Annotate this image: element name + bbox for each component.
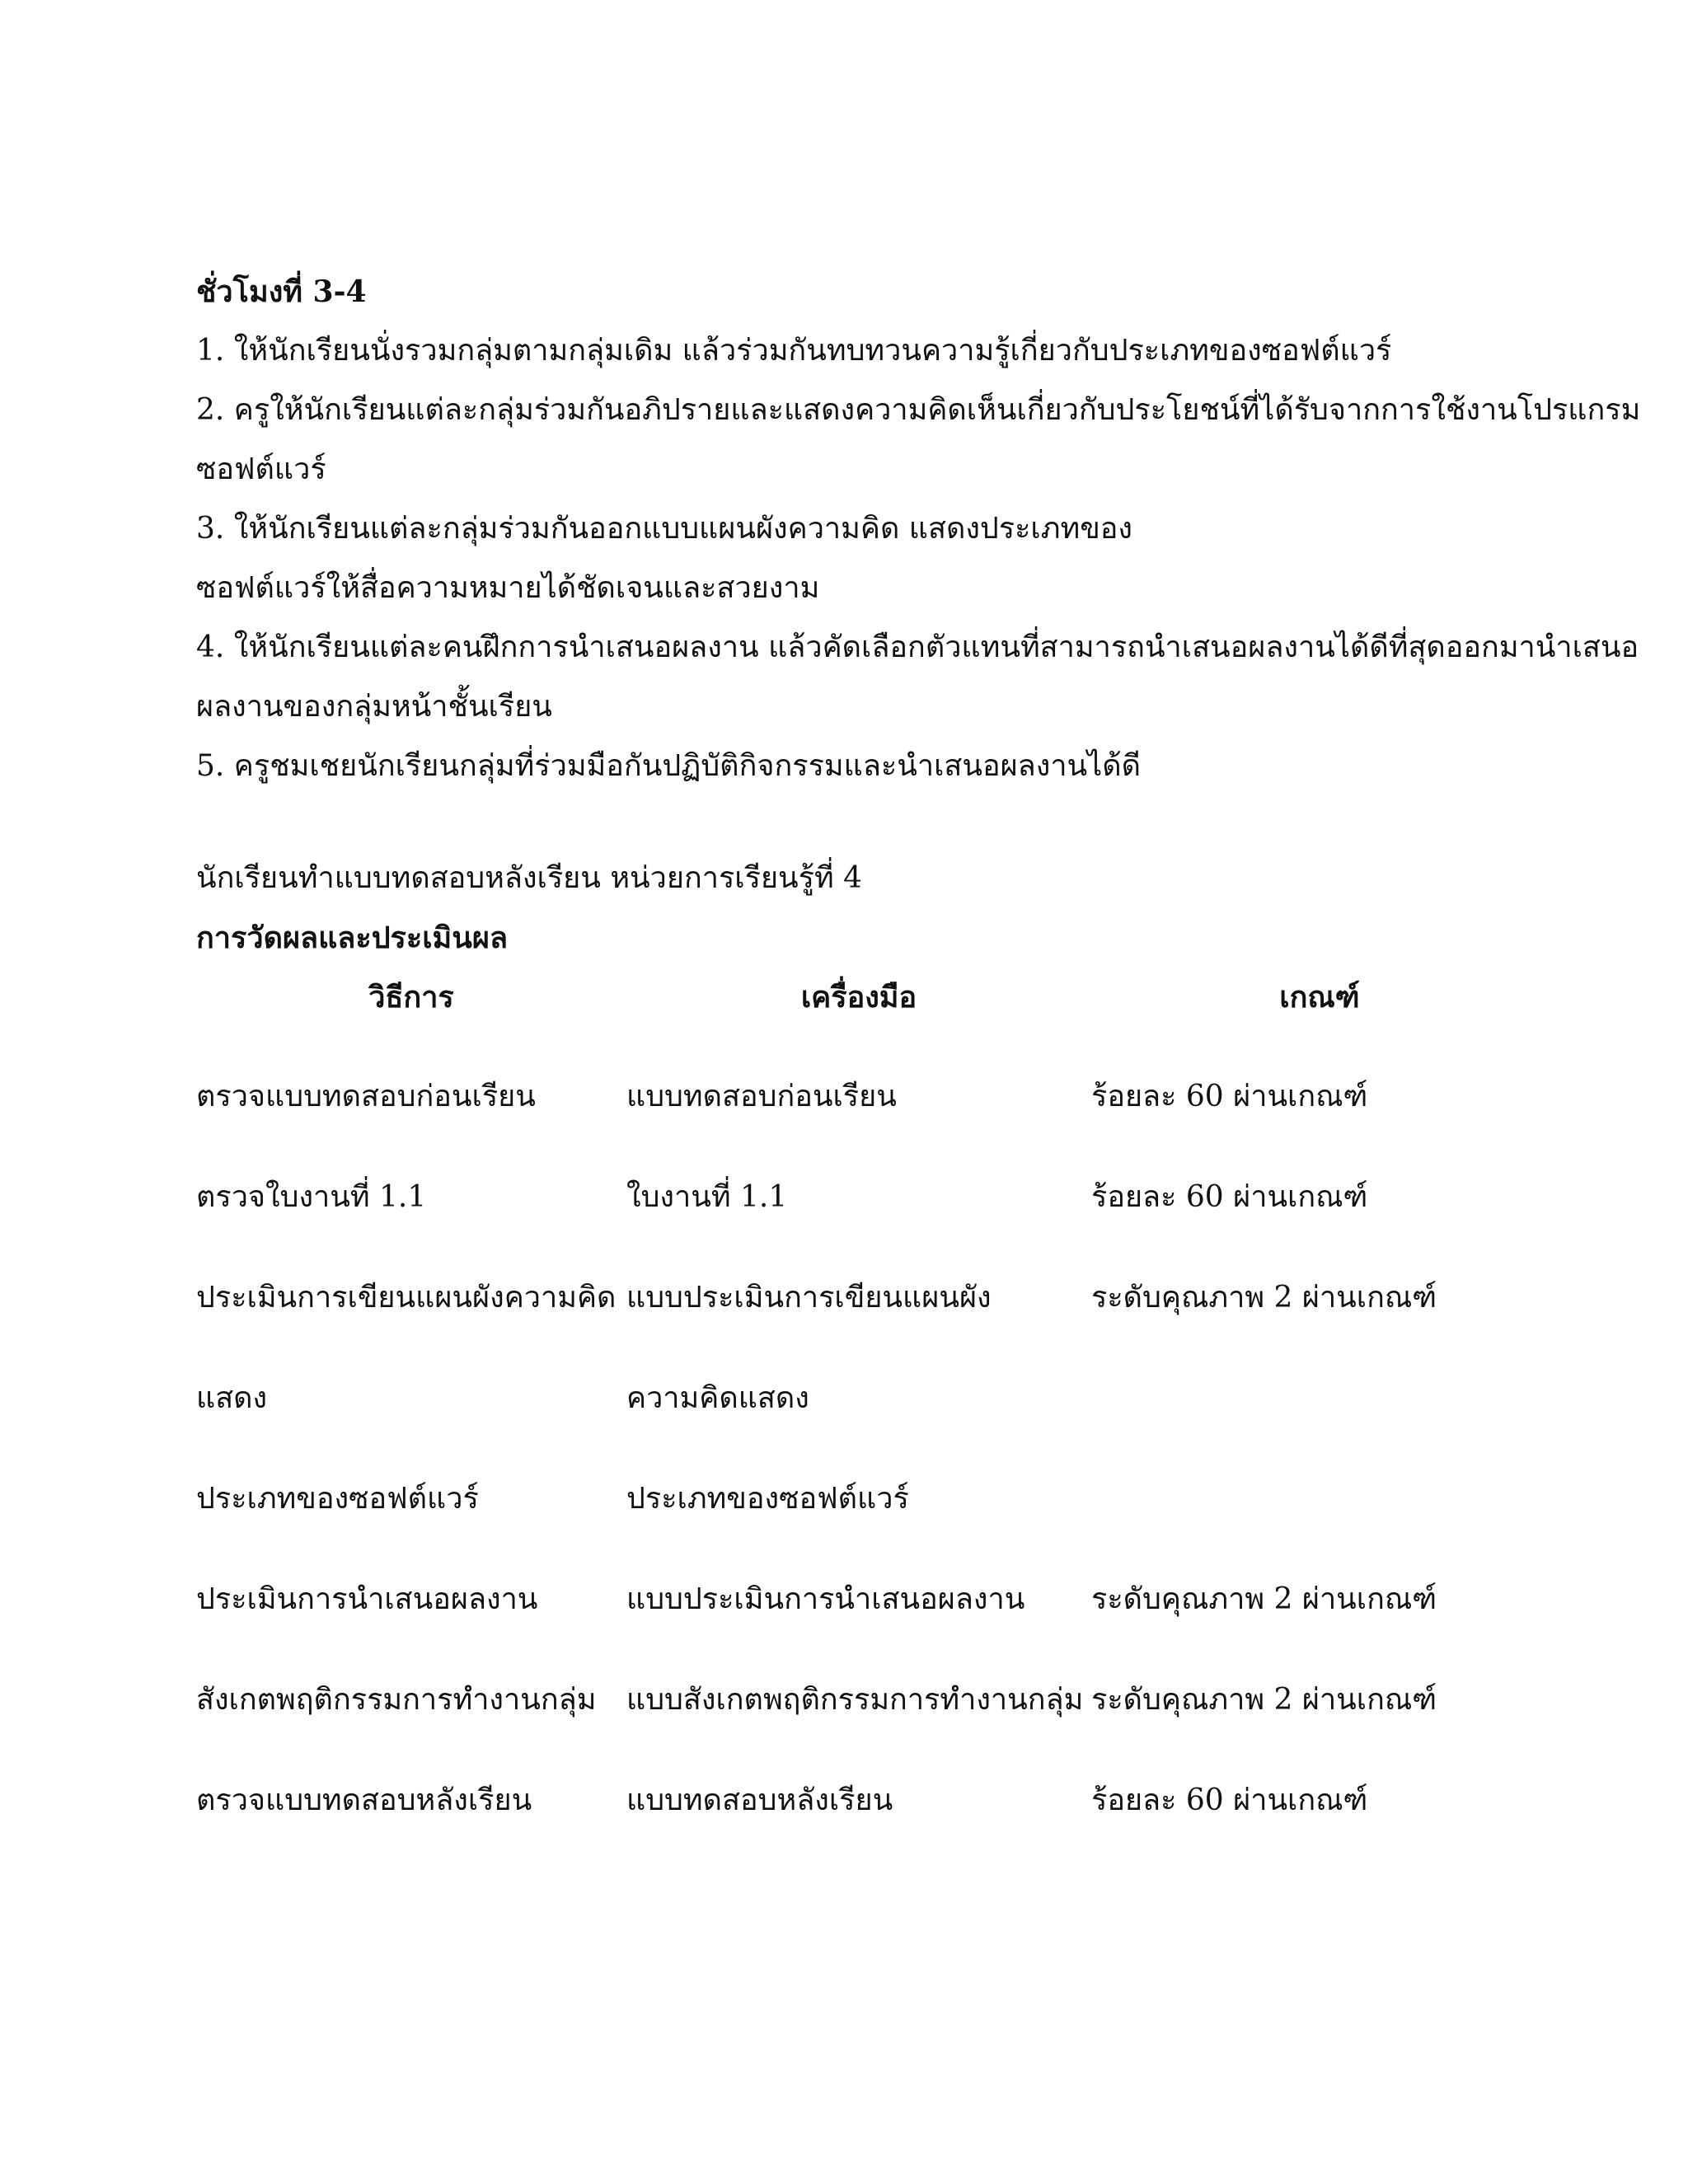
- step-5: 5. ครูชมเชยนักเรียนกลุ่มที่ร่วมมือกันปฏิบัติกิจกรรมและนำเสนอผลงานได้ดี: [196, 749, 1142, 783]
- table-spacer-row: [196, 1030, 1548, 1052]
- header-tool: เครื่องมือ: [800, 980, 917, 1015]
- criteria-cell: ร้อยละ 60 ผ่านเกณฑ์: [1091, 1783, 1368, 1817]
- criteria-cell: ระดับคุณภาพ 2 ผ่านเกณฑ์: [1091, 1582, 1437, 1616]
- criteria-cell: ระดับคุณภาพ 2 ผ่านเกณฑ์: [1091, 1683, 1437, 1717]
- section-gap: [196, 796, 1548, 849]
- evaluation-table: [196, 968, 1548, 1856]
- method-cell: แสดง: [196, 1381, 268, 1415]
- table-row: [196, 1554, 1548, 1655]
- table-row: [196, 1353, 1548, 1454]
- tool-cell: แบบทดสอบก่อนเรียน: [626, 1080, 897, 1113]
- method-cell: ตรวจแบบทดสอบก่อนเรียน: [196, 1080, 536, 1113]
- tool-cell: แบบประเมินการเขียนแผนผัง: [626, 1281, 992, 1315]
- criteria-cell: ระดับคุณภาพ 2 ผ่านเกณฑ์: [1091, 1281, 1437, 1315]
- table-header-row: [196, 968, 1548, 1030]
- criteria-cell: ร้อยละ 60 ผ่านเกณฑ์: [1091, 1080, 1368, 1113]
- step-3: 3. ให้นักเรียนแต่ละกลุ่มร่วมกันออกแบบแผนผังความคิด แสดงประเภทของ: [196, 512, 1133, 546]
- step-2: 2. ครูให้นักเรียนแต่ละกลุ่มร่วมกันอภิปรายและแสดงความคิดเห็นเกี่ยวกับประโยชน์ที่ได้รับจากการใช้งานโปรแกรม: [196, 393, 1641, 427]
- post-test-line: นักเรียนทำแบบทดสอบหลังเรียน หน่วยการเรียนรู้ที่ 4: [196, 861, 863, 895]
- table-row: [196, 1655, 1548, 1755]
- method-cell: ตรวจแบบทดสอบหลังเรียน: [196, 1783, 532, 1817]
- method-cell: ประเมินการเขียนแผนผังความคิด: [196, 1281, 617, 1315]
- step-2-continuation: ซอฟต์แวร์: [196, 452, 326, 486]
- table-row: [196, 1052, 1548, 1152]
- step-3-continuation: ซอฟต์แวร์ให้สื่อความหมายได้ชัดเจนและสวยงาม: [196, 571, 820, 605]
- step-1: 1. ให้นักเรียนนั่งรวมกลุ่มตามกลุ่มเดิม แล้วร่วมกันทบทวนความรู้เกี่ยวกับประเภทของซอฟต์แวร์: [196, 334, 1392, 368]
- tool-cell: ประเภทของซอฟต์แวร์: [626, 1482, 909, 1516]
- method-cell: ประเมินการนำเสนอผลงาน: [196, 1582, 538, 1616]
- tool-cell: แบบสังเกตพฤติกรรมการทำงานกลุ่ม: [626, 1683, 1084, 1717]
- criteria-cell: [1091, 1454, 1548, 1554]
- document-content: [196, 262, 1641, 1856]
- tool-cell: แบบประเมินการนำเสนอผลงาน: [626, 1582, 1025, 1616]
- table-row: [196, 1152, 1548, 1253]
- spacer-cell: [196, 1030, 1548, 1052]
- table-row: [196, 1253, 1548, 1353]
- method-cell: สังเกตพฤติกรรมการทำงานกลุ่ม: [196, 1683, 597, 1717]
- evaluation-title: การวัดผลและประเมินผล: [196, 921, 509, 955]
- tool-cell: ใบงานที่ 1.1: [626, 1180, 788, 1214]
- header-criteria: เกณฑ์: [1279, 980, 1360, 1015]
- method-cell: ประเภทของซอฟต์แวร์: [196, 1482, 479, 1516]
- step-4-continuation: ผลงานของกลุ่มหน้าชั้นเรียน: [196, 690, 552, 724]
- tool-cell: ความคิดแสดง: [626, 1381, 809, 1415]
- criteria-cell: [1091, 1353, 1548, 1454]
- tool-cell: แบบทดสอบหลังเรียน: [626, 1783, 893, 1817]
- table-row: [196, 1755, 1548, 1856]
- hour-title: ชั่วโมงที่ 3-4: [196, 274, 367, 309]
- step-4: 4. ให้นักเรียนแต่ละคนฝึกการนำเสนอผลงาน แล้วคัดเลือกตัวแทนที่สามารถนำเสนอผลงานได้ดีที่สุดออกมานำเสนอ: [196, 630, 1639, 664]
- method-cell: ตรวจใบงานที่ 1.1: [196, 1180, 427, 1214]
- header-method: วิธีการ: [368, 980, 454, 1015]
- criteria-cell: ร้อยละ 60 ผ่านเกณฑ์: [1091, 1180, 1368, 1214]
- table-row: [196, 1454, 1548, 1554]
